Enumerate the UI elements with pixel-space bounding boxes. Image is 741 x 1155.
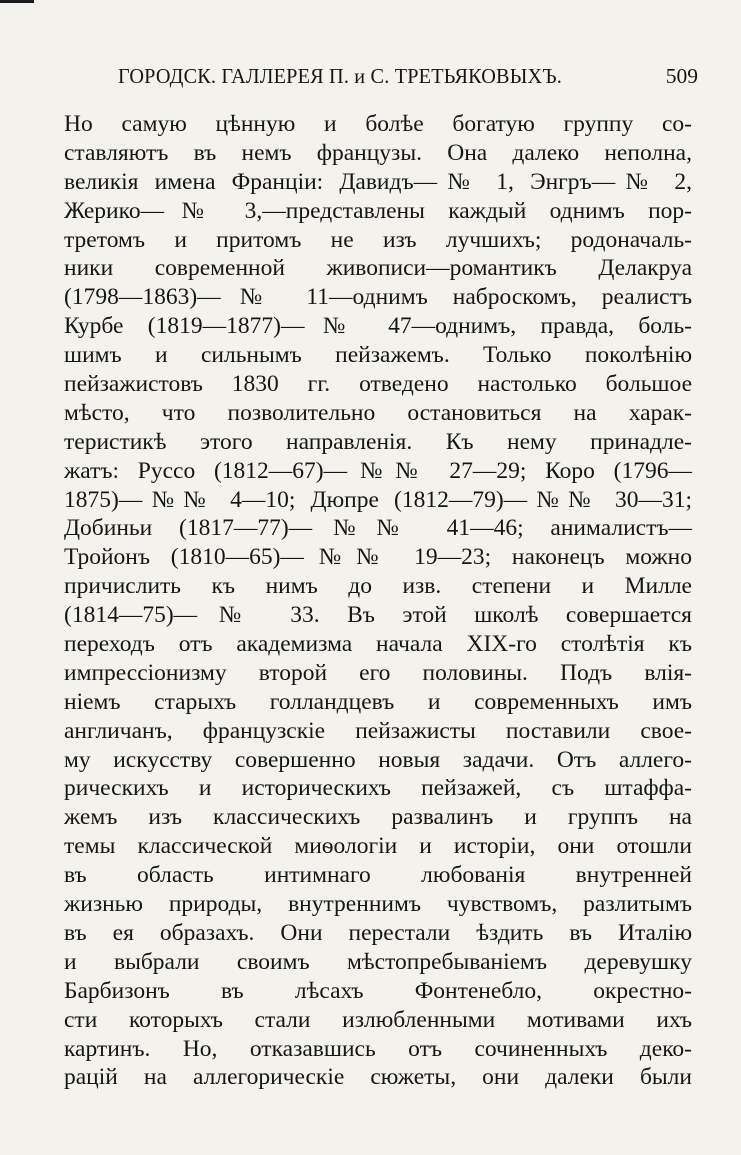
text-line: Барбизонъ въ лѣсахъ Фонтенебло, окрестно- xyxy=(64,977,692,1004)
text-line: мѣсто, что позволительно остановиться на харак- xyxy=(64,399,692,426)
text-line: и выбрали своимъ мѣстопребываніемъ деревушку xyxy=(64,948,692,975)
text-line: въ область интимнаго любованія внутренней xyxy=(64,862,692,889)
text-line: теристикѣ этого направленія. Къ нему принадле- xyxy=(64,428,692,455)
header-title: ГОРОДСК. ГАЛЛЕРЕЯ П. и С. ТРЕТЬЯКОВЫХЪ. xyxy=(118,64,563,88)
text-line: сти которыхъ стали излюбленными мотивами ихъ xyxy=(64,1006,692,1033)
text-line: жизнью природы, внутреннимъ чувствомъ, разлитымъ xyxy=(64,891,692,918)
text-line: жемъ изъ классическихъ развалинъ и группъ на xyxy=(64,804,692,831)
running-header xyxy=(118,62,698,90)
body-text xyxy=(64,110,692,1092)
text-line: ники современной живописи—романтикъ Делакруа xyxy=(64,255,692,282)
text-line: 1875)—№№ 4—10; Дюпре (1812—79)—№№ 30—31; xyxy=(64,486,692,513)
text-line: картинъ. Но, отказавшись отъ сочиненныхъ деко- xyxy=(64,1035,692,1062)
text-line: пейзажистовъ 1830 гг. отведено настолько большое xyxy=(64,371,692,398)
text-line: переходъ отъ академизма начала XIX-го столѣтія къ xyxy=(64,631,692,658)
text-line: ніемъ старыхъ голландцевъ и современныхъ имъ xyxy=(64,688,692,715)
text-line: шимъ и сильнымъ пейзажемъ. Только поколѣнію xyxy=(64,342,692,369)
scan-corner-mark xyxy=(0,0,34,3)
text-line: му искусству совершенно новыя задачи. Отъ аллего- xyxy=(64,746,692,773)
text-line: Тройонъ (1810—65)—№№ 19—23; наконецъ можно xyxy=(64,544,692,571)
text-line: (1798—1863)—№ 11—однимъ наброскомъ, реалистъ xyxy=(64,284,692,311)
text-line: импрессіонизму второй его половины. Подъ влія- xyxy=(64,659,692,686)
text-line: причислить къ нимъ до изв. степени и Милле xyxy=(64,573,692,600)
text-line: жатъ: Руссо (1812—67)—№№ 27—29; Коро (1796— xyxy=(64,457,692,484)
text-line: Добиньи (1817—77)—№№ 41—46; анималистъ— xyxy=(64,515,692,542)
text-line: ставляютъ въ немъ французы. Она далеко неполна, xyxy=(64,139,692,166)
text-line: темы классической миѳологіи и исторіи, они отошли xyxy=(64,833,692,860)
text-line: рическихъ и историческихъ пейзажей, съ штаффа- xyxy=(64,775,692,802)
text-line: англичанъ, французскіе пейзажисты поставили свое- xyxy=(64,717,692,744)
text-line: третомъ и притомъ не изъ лучшихъ; родоначаль- xyxy=(64,226,692,253)
text-line: (1814—75)—№ 33. Въ этой школѣ совершается xyxy=(64,602,692,629)
text-line: Но самую цѣнную и болѣе богатую группу со- xyxy=(64,111,692,137)
page-number: 509 xyxy=(665,64,698,88)
text-line: Жерико—№ 3,—представлены каждый однимъ пор- xyxy=(64,197,692,224)
text-line: въ ея образахъ. Они перестали ѣздить въ Италію xyxy=(64,919,692,946)
text-line: рацій на аллегорическіе сюжеты, они далеки были xyxy=(64,1064,692,1091)
text-line: Курбе (1819—1877)—№ 47—однимъ, правда, боль- xyxy=(64,313,692,340)
text-line: великія имена Франціи: Давидъ—№ 1, Энгръ—№ 2, xyxy=(64,168,692,195)
